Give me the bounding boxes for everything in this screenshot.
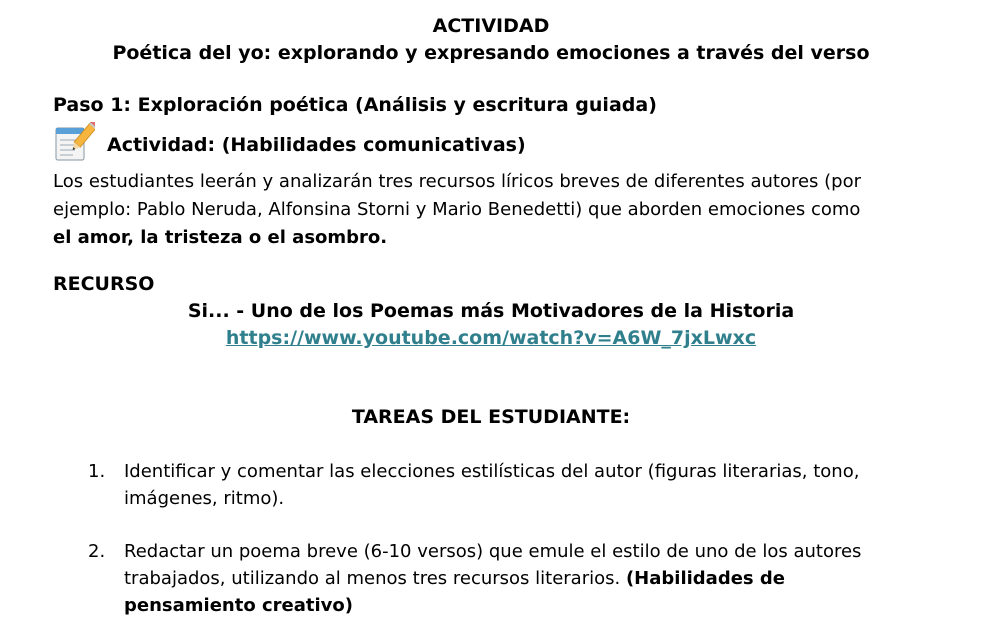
- resource-title: Si... - Uno de los Poemas más Motivadores de la Historia: [187, 300, 795, 322]
- activity-description: [53, 168, 933, 252]
- task-number: 2.: [88, 541, 106, 562]
- task-text: [124, 458, 859, 512]
- description-line: Los estudiantes leerán y analizarán tres recursos líricos breves de diferentes autores (por: [53, 171, 862, 192]
- task-item: [88, 538, 948, 619]
- page-title: ACTIVIDAD: [432, 15, 550, 37]
- description-line: ejemplo: Pablo Neruda, Alfonsina Storni y Mario Benedetti) que aborden emociones como: [53, 199, 861, 220]
- activity-label: Actividad: (Habilidades comunicativas): [107, 134, 526, 156]
- task-line-plain: trabajados, utilizando al menos tres recursos literarios.: [124, 568, 626, 589]
- task-number: 1.: [88, 461, 106, 482]
- task-line: Redactar un poema breve (6-10 versos) que emule el estilo de uno de los autores: [124, 541, 862, 562]
- task-text: [124, 538, 861, 619]
- task-line-bold: pensamiento creativo): [124, 595, 353, 616]
- step-heading: Paso 1: Exploración poética (Análisis y escritura guiada): [53, 94, 657, 116]
- pencil-memo-icon: [53, 122, 95, 162]
- task-line: Identificar y comentar las elecciones estilísticas del autor (figuras literarias, tono,: [124, 461, 860, 482]
- resource-link-container: [0, 325, 982, 351]
- task-item: [88, 458, 948, 512]
- resource-heading: RECURSO: [53, 273, 155, 295]
- activity-row: [53, 122, 526, 162]
- task-line: imágenes, ritmo).: [124, 488, 285, 509]
- tasks-heading: TAREAS DEL ESTUDIANTE:: [351, 406, 631, 428]
- resource-link[interactable]: https://www.youtube.com/watch?v=A6W_7jxLwxc: [225, 327, 757, 349]
- page-subtitle: Poética del yo: explorando y expresando emociones a través del verso: [112, 42, 870, 64]
- description-emphasis: el amor, la tristeza o el asombro.: [53, 227, 388, 248]
- task-line-bold: (Habilidades de: [625, 568, 785, 589]
- task-line: [124, 565, 861, 592]
